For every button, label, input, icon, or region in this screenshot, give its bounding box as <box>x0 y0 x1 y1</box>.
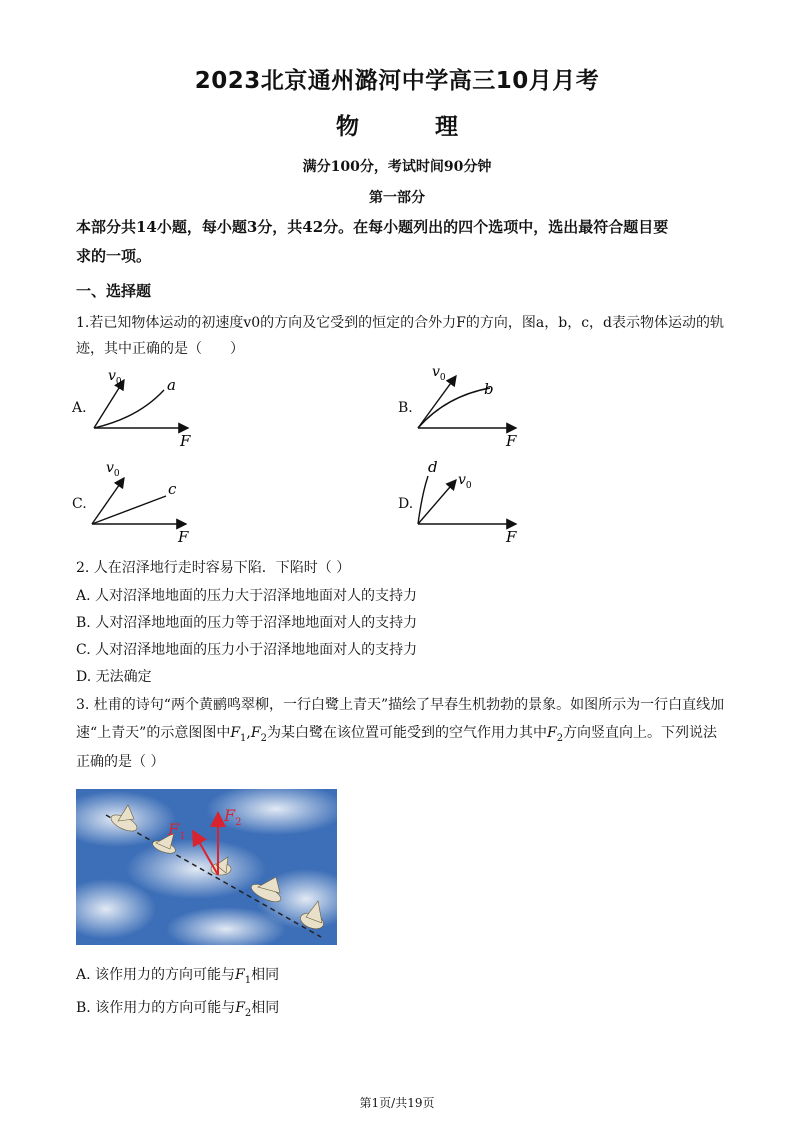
q2-text: 2. 人在沼泽地行走时容易下陷．下陷时（ ） <box>76 560 351 576</box>
q2-option-c: C. 人对沼泽地地面的压力小于沼泽地地面对人的支持力 <box>76 642 418 658</box>
q2-option-a: A. 人对沼泽地地面的压力大于沼泽地地面对人的支持力 <box>76 588 418 604</box>
q1-diagram-b <box>412 360 532 450</box>
q1-b-f-label: F <box>506 432 517 450</box>
q1-b-curve-label: b <box>484 380 494 398</box>
instructions-line1: 本部分共14小题，每小题3分，共42分。在每小题列出的四个选项中，选出最符合题目要 <box>76 218 669 236</box>
q1-option-d-label: D. <box>398 496 414 512</box>
part-title: 第一部分 <box>369 190 425 206</box>
q1-c-curve-label: c <box>168 480 177 498</box>
exam-title: 2023北京通州潞河中学高三10月月考 <box>194 68 600 94</box>
section-title: 一、选择题 <box>76 282 152 300</box>
q1-a-v-label: $v_0$ <box>108 368 122 387</box>
q2-option-d: D. 无法确定 <box>76 669 152 685</box>
q1-option-c-label: C. <box>72 496 87 512</box>
q3-option-b: B. 该作用力的方向可能与$F_2$相同 <box>76 1000 280 1019</box>
q1-c-f-label: F <box>178 528 189 546</box>
q1-b-v-label: $v_0$ <box>432 364 446 383</box>
q1-c-velocity-arrow <box>92 478 124 524</box>
page-footer: 第1页/共19页 <box>359 1096 435 1110</box>
f2-label: $F_2$ <box>224 806 242 828</box>
q1-d-trajectory <box>418 476 428 524</box>
q1-text-line2: 迹，其中正确的是（ ） <box>76 341 244 357</box>
q2-option-b: B. 人对沼泽地地面的压力等于沼泽地地面对人的支持力 <box>76 615 418 631</box>
q1-diagram-a <box>88 360 208 450</box>
q1-a-curve-label: a <box>167 376 176 394</box>
q1-d-curve-label: d <box>428 458 438 476</box>
score-info: 满分100分，考试时间90分钟 <box>302 159 492 175</box>
q1-c-trajectory <box>92 496 166 524</box>
q1-d-v-label: $v_0$ <box>458 472 472 491</box>
q1-d-f-label: F <box>506 528 517 546</box>
q1-option-a-label: A. <box>72 400 87 416</box>
q1-c-v-label: $v_0$ <box>106 460 120 479</box>
q1-a-trajectory <box>94 390 164 428</box>
subject-title: 物 理 <box>335 114 458 140</box>
q3-text-line2: 速“上青天”的示意图图中$F_1,F_2$为某白鹭在该位置可能受到的空气作用力其中$F_2$方向竖直向上。下列说法 <box>76 725 718 744</box>
q1-diagram-c <box>86 454 206 546</box>
q3-text-line1: 3. 杜甫的诗句“两个黄鹂鸣翠柳，一行白鹭上青天”描绘了早春生机勃勃的景象。如图所示为一行白直线加 <box>76 697 725 713</box>
f1-label: $F_1$ <box>168 820 186 842</box>
q1-d-velocity-arrow <box>418 480 456 524</box>
q1-b-trajectory <box>418 388 490 428</box>
q3-egret-figure <box>76 789 337 945</box>
q3-option-a: A. 该作用力的方向可能与$F_1$相同 <box>76 967 280 986</box>
q1-diagram-d <box>412 454 532 546</box>
q1-text-line1: 1.若已知物体运动的初速度v0的方向及它受到的恒定的合外力F的方向，图a，b，c，d表示物体运动的轨 <box>76 315 724 331</box>
q1-option-b-label: B. <box>398 400 413 416</box>
q1-a-f-label: F <box>180 432 191 450</box>
instructions-line2: 求的一项。 <box>76 247 152 265</box>
q3-text-line3: 正确的是（ ） <box>76 754 165 770</box>
